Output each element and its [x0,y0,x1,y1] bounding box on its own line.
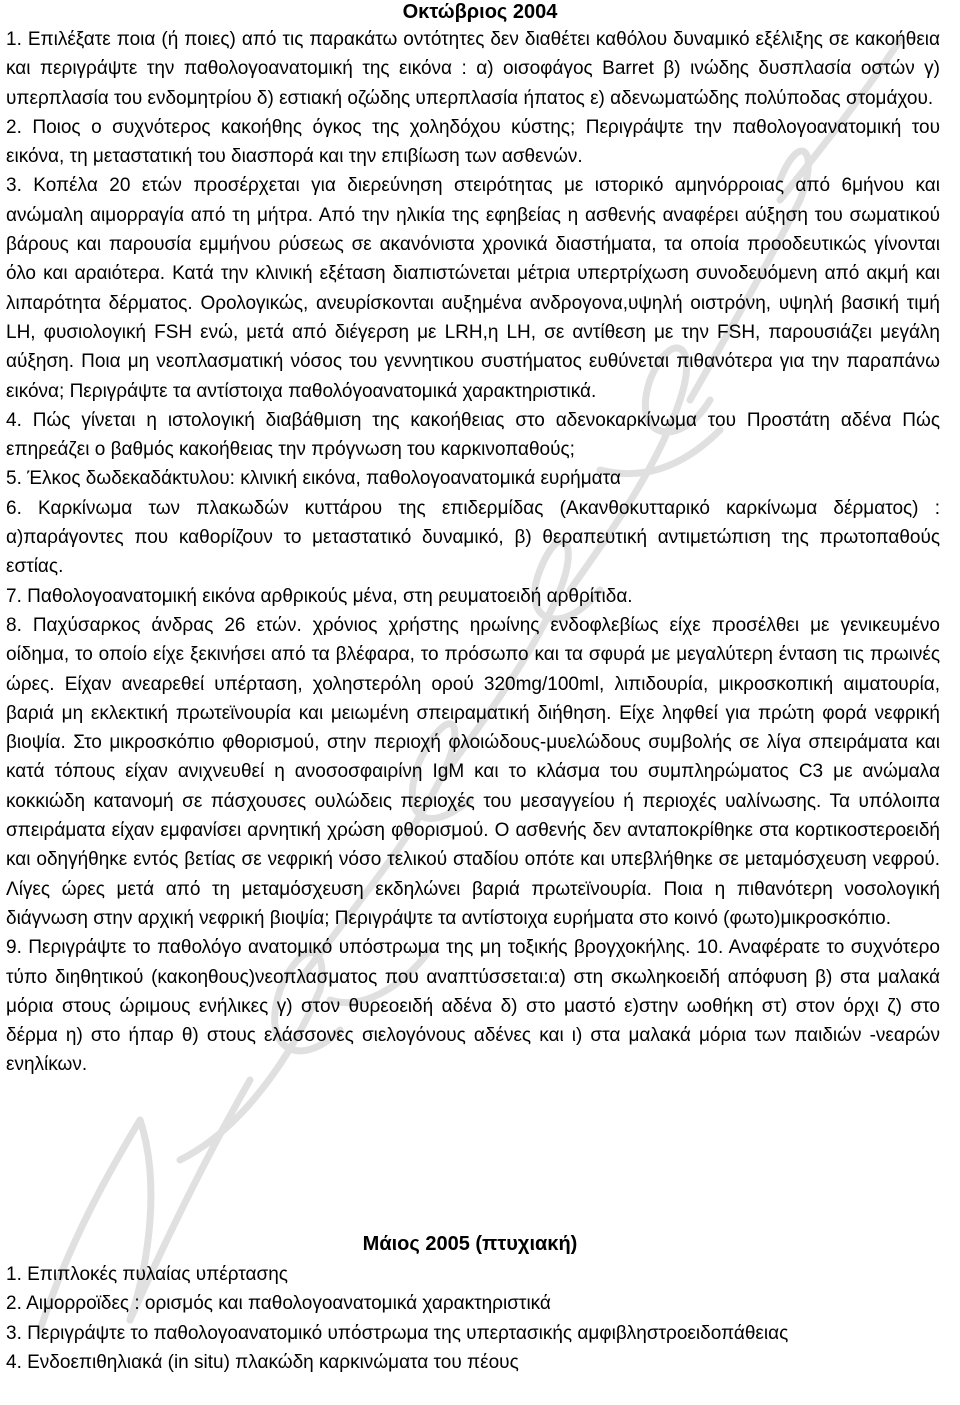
question-item: 2. Ποιος ο συχνότερος κακοήθης όγκος της χοληδόχου κύστης; Περιγράψτε την παθολογοανατομική του εικόνα, τη μεταστατική του διασπορά και την επιβίωση των ασθενών. [6,116,940,168]
section-body-may-2005 [6,1260,940,1377]
question-item: 2. Αιμορροϊδες : ορισμός και παθολογοανατομικά χαρακτηριστικά [6,1293,551,1315]
question-item: 3. Περιγράψτε το παθολογοανατομικό υπόστρωμα της υπερτασικής αμφιβληστροειδοπάθειας [6,1322,789,1344]
question-item: 4. Ενδοεπιθηλιακά (in situ) πλακώδη καρκινώματα του πέους [6,1351,519,1373]
question-item: 3. Κοπέλα 20 ετών προσέρχεται για διερεύνηση στειρότητας με ιστορικό αμηνόρροιας από 6μήνου και ανώμαλη αιμορραγία από τη μήτρα. Από την ηλικία της εφηβείας η ασθενής αναφέρει αύξηση του σωματικού βάρους και παρουσία εμμήνου ρύσεως σε ακανόνιστα χρονικά διαστήματα, τα οποία προοδευτικώς γίνονται όλο και αραιότερα. Κατά την κλινική εξέταση διαπιστώνεται μέτρια υπερτρίχωση συνοδευόμενη από ακμή και λιπαρότητα δέρματος. Ορολογικώς, ανευρίσκονται αυξημένα ανδρογονα,υψηλή οιστρόνη, υψηλή βασική τιμή LH, φυσιολογική FSH ενώ, μετά από διέγερση με LRH,η LH, σε αντίθεση με την FSH, παρουσιάζει μεγάλη αύξηση. Ποια μη νεοπλασματική νόσος του γεννητικου συστήματος ευθύνεται πιθανότερα για την παραπάνω εικόνα; Περιγράψτε τα αντίστοιχα παθολόγοανατομικά χαρακτηριστικά. [6,175,940,402]
section-title-october-2004: Οκτώβριος 2004 [402,1,558,23]
section-title-may-2005: Μάιος 2005 (πτυχιακή) [362,1233,578,1255]
question-item: 7. Παθολογοανατομική εικόνα αρθρικούς μένα, στη ρευματοειδή αρθρίτιδα. [6,585,633,607]
question-item: 4. Πώς γίνεται η ιστολογική διαβάθμιση της κακοήθειας στο αδενοκαρκίνωμα του Προστάτη αδένα Πώς επηρεάζει ο βαθμός κακοήθειας την πρόγνωση του καρκινοπαθούς; [6,409,940,461]
question-item: 9. Περιγράψτε το παθολόγο ανατομικό υπόστρωμα της μη τοξικής βρογχοκήλης. 10. Αναφέρατε το συχνότερο τύπο διηθητικού (κακοηθους)νεοπλασματος που αναπτύσσεται:α) στη σκωληκοειδή απόφυση β) στα μαλακά μόρια στους ώριμους ενήλικες γ) στον θυρεοειδή αδένα δ) στο μαστό ε)στην ωοθήκη στ) στον όρχι ζ) στο δέρμα η) στο ήπαρ θ) στους ελάσσονες σιελογόνους αδένες και ι) στα μαλακά μόρια των παιδιών -νεαρών ενηλίκων. [6,937,940,1076]
section-body-october-2004 [6,25,940,1080]
question-item: 6. Καρκίνωμα των πλακωδών κυττάρου της επιδερμίδας (Ακανθοκυτταρικό καρκίνωμα δέρματος) : α)παράγοντες που καθορίζουν το μεταστατικό δυναμικό, β) θεραπευτική αντιμετώπιση της πρωτοπαθούς εστίας. [6,497,940,578]
question-item: 1. Επιπλοκές πυλαίας υπέρτασης [6,1264,288,1285]
question-item: 8. Παχύσαρκος άνδρας 26 ετών. χρόνιος χρήστης ηρωίνης ενδοφλεβίως είχε προσέλθει με γενικευμένο οίδημα, το οποίο είχε ξεκινήσει από τα βλέφαρα, το πρόσωπο και τα σφυρά με μεγαλύτερη ένταση τις πρωινές ώρες. Είχαν ανεαρεθεί υπέρταση, χοληστερόλη ορού 320mg/100ml, λιπιδουρία, μικροσκοπική αιματουρία, βαριά μη εκλεκτική πρωτεϊνουρία και μειωμένη σπειραματική διήθηση. Είχε ληφθεί για πρώτη φορά νεφρική βιοψία. Στο μικροσκόπιο φθορισμού, στην περιοχή φλοιώδους-μυελώδους συμβολής σε λίγα σπειράματα και κατά τόπους είχαν ανιχνευθεί η ανοσοσφαιρίνη IgM και το κλάσμα του συμπληρώματος C3 με ανώμαλα κοκκιώδη κατανομή σε πάσχουσες ουλώδεις περιοχές του μεσαγγείου ή περιοχές υαλίνωσης. Τα υπόλοιπα σπειράματα είχαν εμφανίσει αρνητική χρώση φθορισμού. Ο ασθενής δεν ανταποκρίθηκε στα κορτικοστεροειδή και οδηγήθηκε εντός βετίας σε νεφρική νόσο τελικού σταδίου οπότε και υπεβλήθηκε σε μεταμόσχευση νεφρού. Λίγες ώρες μετά από τη μεταμόσχευση εκδηλώνει βαριά πρωτεϊνουρία. Ποια η πιθανότερη νοσολογική διάγνωση στην αρχική νεφρική βιοψία; Περιγράψτε τα αντίστοιχα ευρήματα στο κοινό (φωτο)μικροσκόπιο. [6,614,940,929]
question-item: 5. Έλκος δωδεκαδάκτυλου: κλινική εικόνα, παθολογοανατομικά ευρήματα [6,468,621,490]
question-item: 1. Επιλέξατε ποια (ή ποιες) από τις παρακάτω οντότητες δεν διαθέτει καθόλου δυναμικό εξέλιξης σε κακοήθεια και περιγράψτε την παθολογοανατομική της εικόνα : α) οισοφάγος Barret β) ινώδης δυσπλασία οστών γ) υπερπλασία του ενδομητρίου δ) εστιακή οζώδης υπερπλασία ήπατος ε) αδενωματώδης πολύποδας στομάχου. [6,29,940,109]
